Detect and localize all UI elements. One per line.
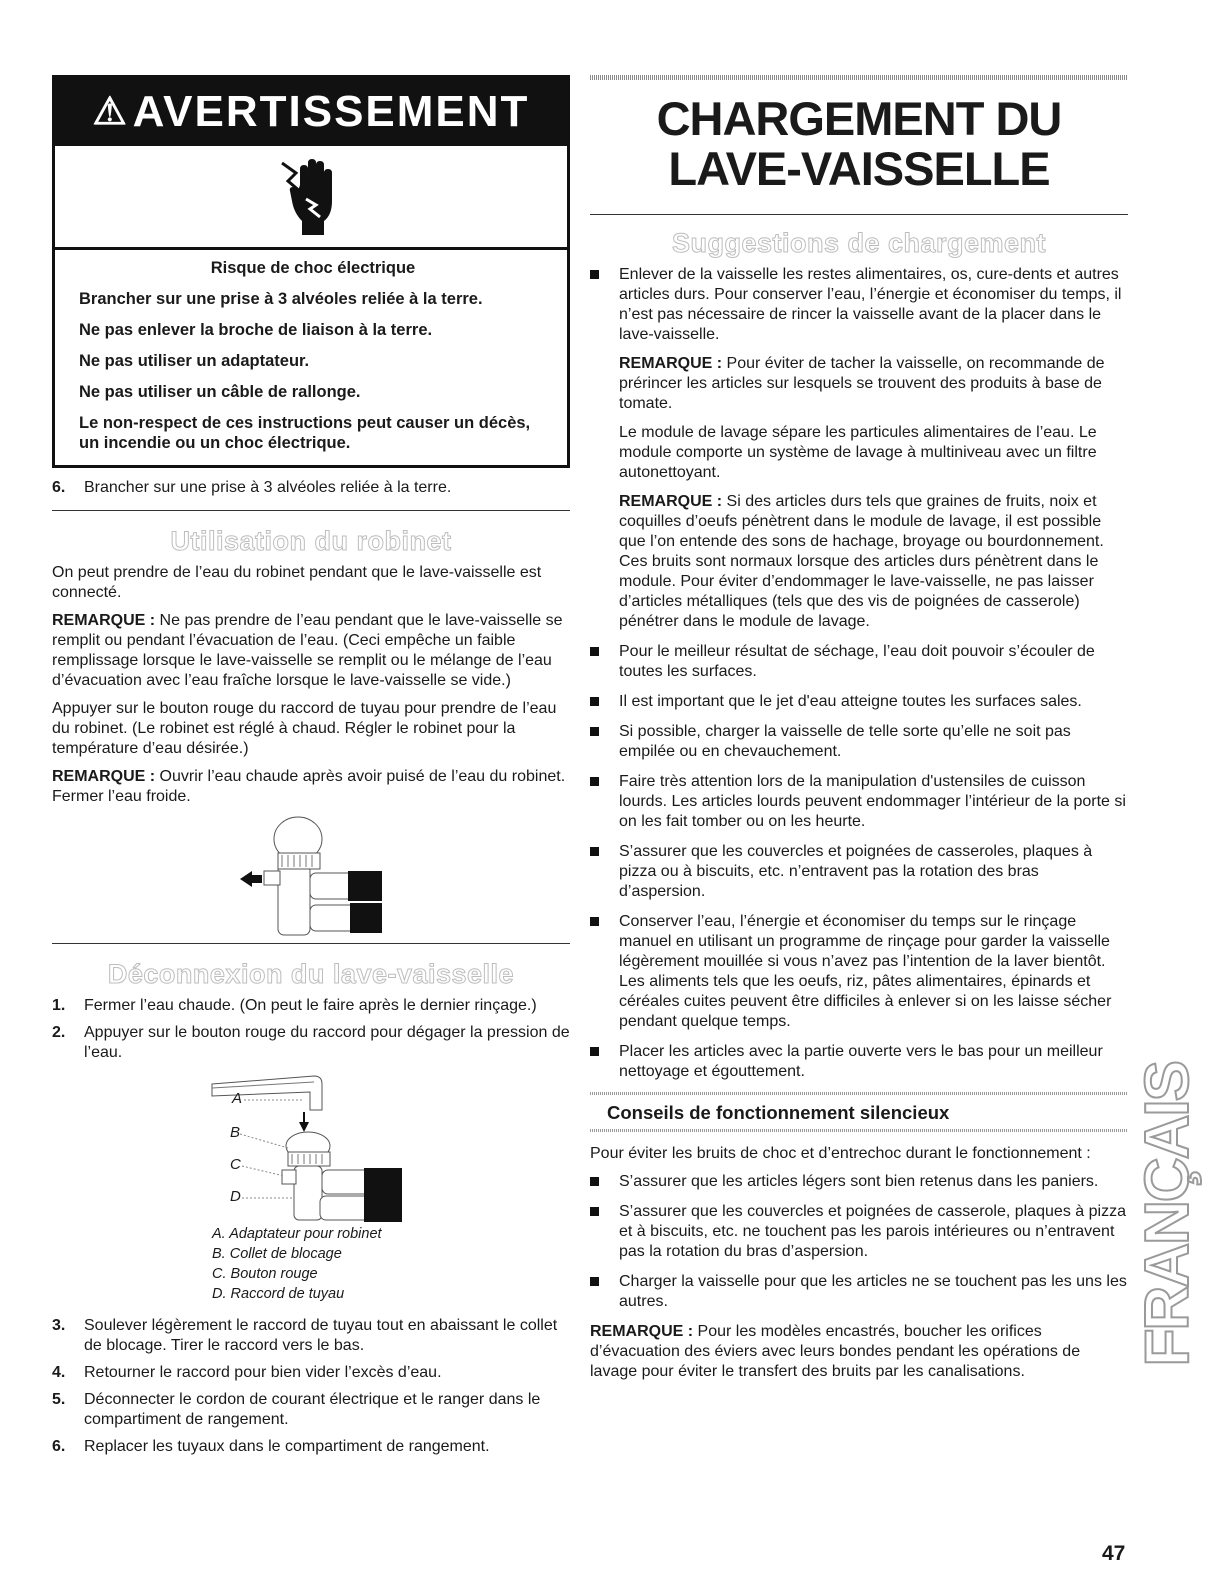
note-text: Ouvrir l’eau chaude après avoir puisé de l’eau du robinet. Fermer l’eau froide.	[52, 768, 566, 805]
faucet-paragraph: On peut prendre de l’eau du robinet pendant que le lave-vaisselle est connecté.	[52, 564, 542, 601]
step-text: Déconnecter le cordon de courant électrique et le ranger dans le compartiment de rangement.	[84, 1391, 541, 1428]
bullet-text: Placer les articles avec la partie ouverte vers le bas pour un meilleur nettoyage et égouttement.	[619, 1043, 1103, 1080]
bullet-square-icon	[590, 917, 599, 926]
quiet-note	[590, 1322, 1128, 1382]
note-label: REMARQUE :	[590, 1323, 694, 1340]
step-text: Soulever légèrement le raccord de tuyau tout en abaissant le collet de blocage. Tirer le raccord vers le bas.	[84, 1317, 558, 1354]
caption-line: A. Adaptateur pour robinet	[212, 1226, 382, 1242]
caption-line: C. Bouton rouge	[212, 1266, 318, 1282]
step-number: 2.	[52, 1024, 66, 1041]
warning-triangle-icon: ⚠	[92, 91, 129, 133]
bullet-square-icon	[590, 1207, 599, 1216]
bullet-text: Si possible, charger la vaisselle de telle sorte qu’elle ne soit pas empilée ou en chevauchement.	[619, 723, 1071, 760]
bullet-text: S’assurer que les couvercles et poignées de casserole, plaques à pizza et à biscuits, etc. ne touchent pas les parois intérieures ou n’entravent pas la rotation du bras d’aspersion.	[619, 1203, 1126, 1260]
warning-line-risk: Risque de choc électrique	[210, 259, 416, 277]
title-line: CHARGEMENT DU	[656, 92, 1062, 145]
warning-line: Le non-respect de ces instructions peut causer un décès, un incendie ou un choc électrique.	[79, 414, 531, 452]
list-item	[590, 1272, 1128, 1312]
faucet-note-1	[52, 611, 570, 691]
bullet-text: Enlever de la vaisselle les restes alimentaires, os, cure-dents et autres articles durs. Pour conserver l’eau, l’énergie et économiser du temps, il n’est pas nécessaire de rincer la vaisselle avant de la placer dans le lave-vaisselle.	[619, 266, 1122, 343]
shock-hazard-area	[55, 146, 567, 250]
step-number: 5.	[52, 1391, 66, 1408]
step-text: Fermer l’eau chaude. (On peut le faire après le dernier rinçage.)	[84, 997, 537, 1014]
list-item	[590, 772, 1128, 832]
step-number: 6.	[52, 479, 66, 496]
list-item	[590, 692, 1128, 712]
step-number: 4.	[52, 1364, 66, 1381]
warning-text	[55, 250, 567, 465]
list-item	[590, 722, 1128, 762]
bullet-square-icon	[590, 1177, 599, 1186]
illustration-captions	[212, 1224, 570, 1304]
note-label: REMARQUE :	[619, 493, 723, 510]
note-text: Pour éviter de tacher la vaisselle, on recommande de prérincer les articles sur lesquels se trouvent des produits à base de tomate.	[619, 355, 1105, 412]
section-divider	[590, 214, 1128, 215]
list-item	[52, 1390, 570, 1430]
warning-line: Ne pas utiliser un câble de rallonge.	[79, 383, 361, 401]
faucet-adapter-illustration	[52, 815, 570, 943]
bullet-text: Il est important que le jet d'eau atteigne toutes les surfaces sales.	[619, 693, 1082, 710]
warning-line: Ne pas utiliser un adaptateur.	[79, 352, 310, 370]
bullet-text: Faire très attention lors de la manipulation d'ustensiles de cuisson lourds. Les articles lourds peuvent endommager l’intérieur de la porte si on les fait tomber ou on les heurte.	[619, 773, 1126, 830]
title-line: LAVE-VAISSELLE	[668, 142, 1050, 195]
note-label: REMARQUE :	[52, 768, 156, 785]
bullet-square-icon	[590, 777, 599, 786]
note-label: REMARQUE :	[52, 612, 156, 629]
warning-line: Ne pas enlever la broche de liaison à la terre.	[79, 321, 433, 339]
list-item	[590, 642, 1128, 682]
disconnect-steps-continued	[52, 1316, 570, 1457]
subsection-dotted-rule	[590, 1092, 1128, 1095]
faucet-heading: Utilisation du robinet	[170, 526, 452, 556]
top-dotted-bar	[590, 75, 1128, 80]
step-text: Appuyer sur le bouton rouge du raccord pour dégager la pression de l’eau.	[84, 1024, 570, 1061]
disconnect-heading: Déconnexion du lave-vaisselle	[107, 959, 515, 989]
list-item	[590, 912, 1128, 1032]
step-number: 1.	[52, 997, 66, 1014]
bullet-square-icon	[590, 727, 599, 736]
list-item	[590, 1042, 1128, 1082]
side-tab-label: FRANÇAIS	[1132, 1061, 1202, 1367]
list-item	[590, 842, 1128, 902]
note-label: REMARQUE :	[619, 355, 723, 372]
language-side-tab	[1132, 1061, 1202, 1367]
electrical-shock-icon	[276, 155, 346, 239]
bullet-square-icon	[590, 270, 599, 279]
bullet-square-icon	[590, 1277, 599, 1286]
faucet-note-2	[52, 767, 570, 807]
bullet-text: Pour le meilleur résultat de séchage, l’eau doit pouvoir s’écouler de toutes les surfaces.	[619, 643, 1095, 680]
label-c: C	[230, 1156, 241, 1173]
bullet-square-icon	[590, 697, 599, 706]
warning-box	[52, 75, 570, 468]
bullet-square-icon	[590, 647, 599, 656]
loading-suggestions-list	[590, 265, 1128, 1082]
list-item	[52, 1023, 570, 1063]
list-item	[52, 996, 570, 1016]
step-text: Brancher sur une prise à 3 alvéoles reliée à la terre.	[84, 479, 452, 496]
list-item	[52, 1363, 570, 1383]
disconnect-illustration	[52, 1070, 570, 1222]
bullet-square-icon	[590, 847, 599, 856]
warning-line: Brancher sur une prise à 3 alvéoles reliée à la terre.	[79, 290, 483, 308]
subsection-dotted-rule	[590, 1129, 1128, 1132]
page-number: 47	[1102, 1542, 1126, 1565]
step-6-connect	[52, 478, 570, 498]
note-text: Si des articles durs tels que graines de fruits, noix et coquilles d’oeufs pénètrent dans le module de lavage, il est possible que l’on entende des sons de hachage, broyage ou bourdonnement. Ces bruits sont normaux lorsque des articles durs pénètrent dans le module. Pour éviter d’endommager le lave-vaisselle, ne pas laisser d’articles métalliques (tels que des vis de poignées de casserole) pénétrer dans le module de lavage.	[619, 493, 1104, 630]
label-b: B	[230, 1124, 241, 1141]
list-item	[590, 1202, 1128, 1262]
caption-line: D. Raccord de tuyau	[212, 1286, 345, 1302]
bullet-text: Conserver l’eau, l’énergie et économiser du temps sur le rinçage manuel en utilisant un programme de rinçage pour garder la vaisselle légèrement mouillée si vous n’avez pas l’intention de la laver bientôt. Les aliments tels que les oeufs, riz, pâtes alimentaires, épinards et céréales cuites peuvent être difficiles à enlever si on les laisse sécher pendant quelque temps.	[619, 913, 1112, 1030]
page-title	[590, 94, 1128, 194]
step-text: Retourner le raccord pour bien vider l’excès d’eau.	[84, 1364, 442, 1381]
section-divider	[52, 510, 570, 511]
suggestions-heading: Suggestions de chargement	[671, 228, 1047, 258]
list-item	[590, 1172, 1128, 1192]
step-number: 6.	[52, 1438, 66, 1455]
step-text: Replacer les tuyaux dans le compartiment de rangement.	[84, 1438, 490, 1455]
section-divider	[52, 943, 570, 944]
bullet-text: S’assurer que les articles légers sont bien retenus dans les paniers.	[619, 1173, 1099, 1190]
quiet-intro: Pour éviter les bruits de choc et d’entrechoc durant le fonctionnement :	[590, 1145, 1091, 1162]
warning-header	[55, 78, 567, 146]
list-item	[52, 1437, 570, 1457]
faucet-paragraph-2: Appuyer sur le bouton rouge du raccord de tuyau pour prendre de l’eau du robinet. (Le robinet est réglé à chaud. Régler le robinet pour la température d’eau désirée.)	[52, 700, 557, 757]
quiet-heading: Conseils de fonctionnement silencieux	[607, 1102, 950, 1123]
bullet-text: S’assurer que les couvercles et poignées de casseroles, plaques à pizza ou à biscuits, etc. n’entravent pas la rotation des bras d’aspersion.	[619, 843, 1093, 900]
left-column	[52, 75, 570, 1464]
note-text: Ne pas prendre de l’eau pendant que le lave-vaisselle se remplit ou pendant l’évacuation de l’eau. (Ceci empêche un faible remplissage lorsque le lave-vaisselle se remplit ou le mélange de l’eau d’évacuation avec l’eau fraîche lorsque le lave-vaisselle se vide.)	[52, 612, 563, 689]
list-item	[590, 265, 1128, 632]
disconnect-steps	[52, 996, 570, 1063]
bullet-square-icon	[590, 1047, 599, 1056]
bullet-text: Charger la vaisselle pour que les articles ne se touchent pas les uns les autres.	[619, 1273, 1127, 1310]
label-a: A	[232, 1090, 243, 1107]
note-text: Pour les modèles encastrés, boucher les orifices d’évacuation des éviers avec leurs bondes pendant les opérations de lavage pour éviter le transfert des bruits par les canalisations.	[590, 1323, 1081, 1380]
step-number: 3.	[52, 1317, 66, 1334]
quiet-tips-list	[590, 1172, 1128, 1312]
bullet-text: Le module de lavage sépare les particules alimentaires de l’eau. Le module comporte un système de lavage à multiniveau avec un filtre autonettoyant.	[619, 424, 1097, 481]
warning-title: AVERTISSEMENT	[132, 87, 530, 136]
note-paragraph	[619, 354, 1128, 414]
note-paragraph	[619, 492, 1128, 632]
right-column	[590, 75, 1128, 1390]
caption-line: B. Collet de blocage	[212, 1246, 342, 1262]
list-item	[52, 1316, 570, 1356]
label-d: D	[230, 1188, 241, 1205]
